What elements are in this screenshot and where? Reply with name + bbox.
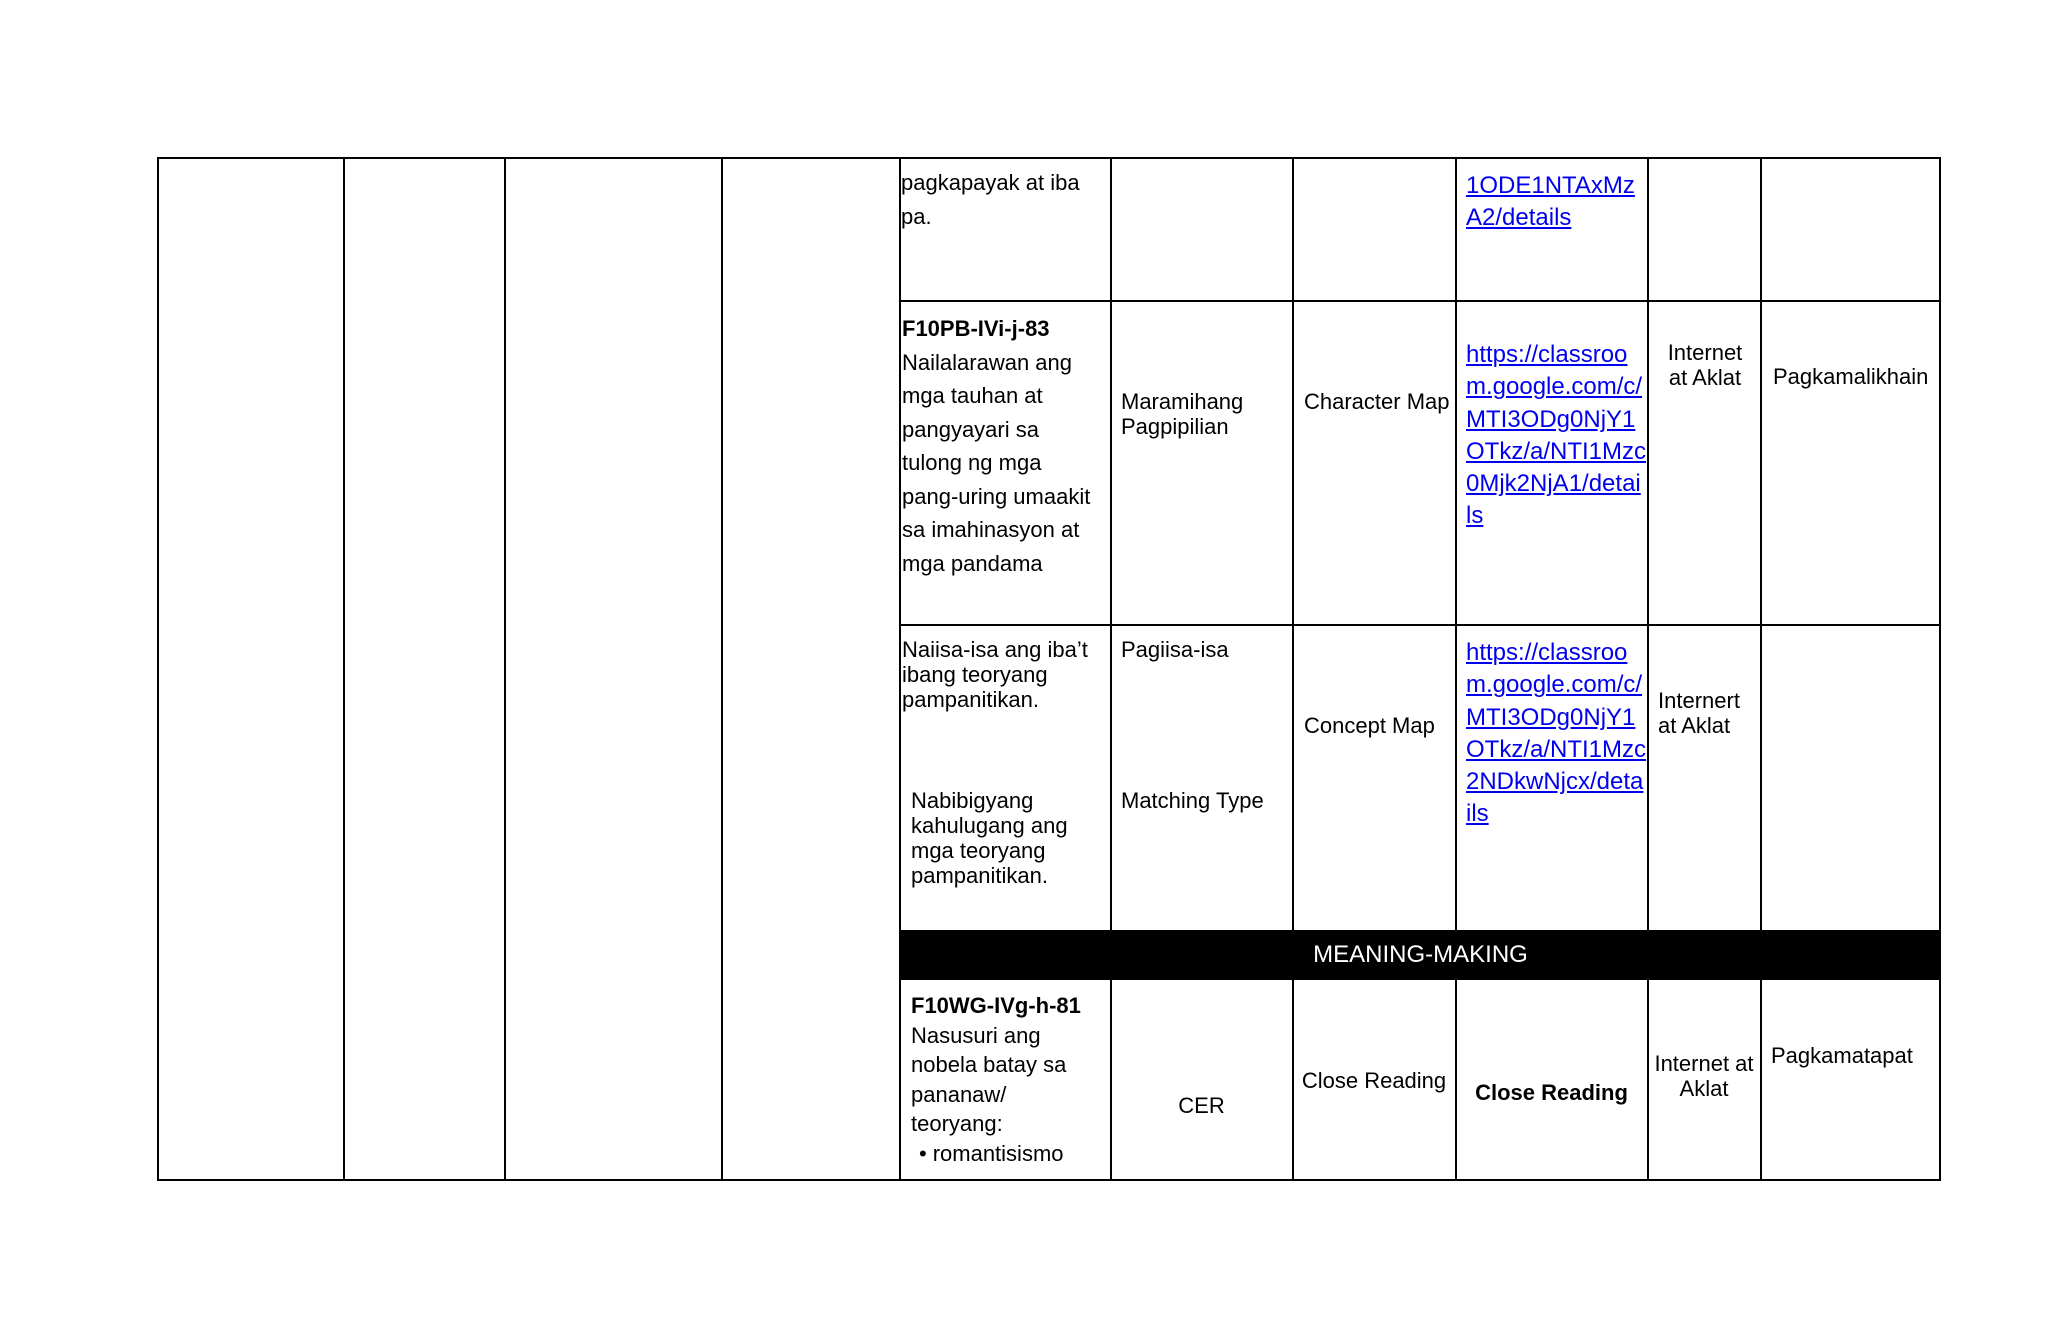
competency-code: F10WG-IVg-h-81 [911,993,1081,1018]
competency-text: Nabibigyang kahulugang ang mga teoryang pampanitikan. [911,788,1068,888]
assessment-cell [1111,1093,1292,1118]
value-cell [1771,1043,1939,1068]
competency-cell [902,312,1098,580]
resource-cell [1456,1080,1647,1105]
competency-bullets [911,1139,1097,1169]
resource-link[interactable]: 1ODE1NTAxMzA2/details [1466,172,1635,232]
column-divider [1455,158,1457,1181]
assessment-text: Pagiisa-isa [1121,637,1229,662]
assessment-cell [1121,389,1291,439]
section-banner [900,930,1941,980]
section-banner-text: MEANING-MAKING [1313,941,1528,968]
assessment-text: Matching Type [1121,788,1264,813]
value-text: Pagkamatapat [1771,1043,1913,1068]
column-divider [1292,158,1294,1181]
resource-text: Close Reading [1475,1080,1628,1105]
competency-text: Nailalarawan ang mga tauhan at pangyayari sa tulong ng mga pang-uring umaakit sa imahinasyon at mga pandama [902,349,1091,576]
resources-cell [1648,1051,1760,1101]
competency-text: Nasusuri ang nobela batay sa pananaw/ teoryang: [911,1022,1067,1136]
column-divider [721,158,723,1181]
strategy-cell [1293,1068,1455,1093]
column-divider [899,158,901,1181]
assessment-text: CER [1178,1093,1225,1118]
assessment-text: Maramihang Pagpipilian [1121,389,1244,439]
resource-link[interactable]: https://classroom.google.com/c/MTI3ODg0NjY1OTkz/a/NTI1Mzc2NDkwNjcx/details [1466,639,1647,828]
strategy-cell [1304,389,1454,414]
competency-bullet: • romantisismo [933,1139,1097,1169]
resource-link-cell [1466,170,1646,235]
resources-text: Internert at Aklat [1658,688,1740,738]
competency-code: F10PB-IVi-j-83 [902,316,1050,341]
value-text: Pagkamalikhain [1773,364,1929,389]
column-divider [504,158,506,1181]
strategy-text: Character Map [1304,389,1450,414]
competency-cell-a [902,637,1098,712]
competency-text: pagkapayak at iba pa. [901,170,1080,229]
assessment-cell-a [1121,637,1291,662]
resources-text: Internet at Aklat [1654,1051,1754,1101]
resource-link-cell [1466,637,1646,831]
resources-cell [1658,688,1758,738]
strategy-cell [1304,713,1454,738]
strategy-text: Close Reading [1301,1068,1447,1093]
resources-cell [1660,340,1750,390]
competency-cell-b [911,788,1097,888]
resource-link-cell [1466,339,1646,533]
row-divider [900,300,1941,302]
column-divider [343,158,345,1181]
assessment-cell-b [1121,788,1291,813]
column-divider [1110,158,1112,1181]
competency-text: Naiisa-isa ang iba’t ibang teoryang pampanitikan. [902,637,1088,712]
competency-cell [911,991,1097,1168]
column-divider [1647,158,1649,1181]
value-cell [1773,364,1939,389]
competency-continued [901,166,1097,233]
strategy-text: Concept Map [1304,713,1435,738]
resource-link[interactable]: https://classroom.google.com/c/MTI3ODg0NjY1OTkz/a/NTI1Mzc0Mjk2NjA1/details [1466,341,1647,530]
resources-text: Internet at Aklat [1667,340,1743,390]
row-divider [900,624,1941,626]
column-divider [1760,158,1762,1181]
